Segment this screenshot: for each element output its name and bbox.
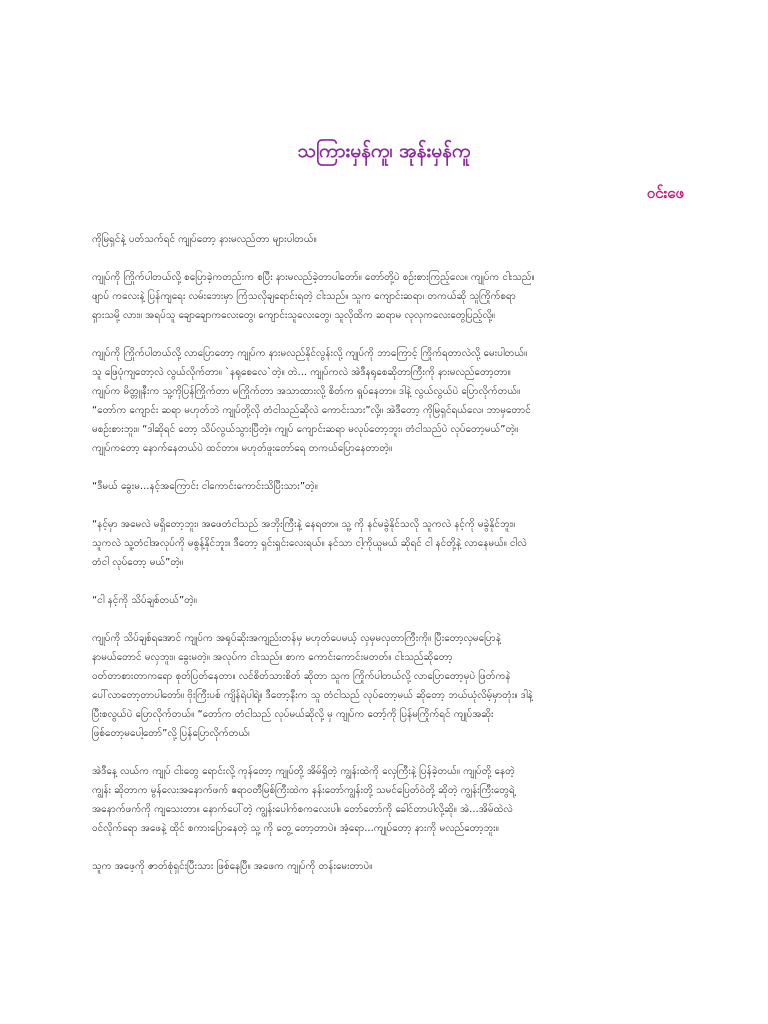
paragraph-line: ကျုပ်ကို ကြိုက်ပါတယ်လို့ လာပြောတော့ ကျုပ်က နားမလည်နိုင်လွန်းလို့ ကျုပ်ကို ဘာကြောင့် ကြိုက်ရတာလဲလို့ မေးပါတယ်။ <box>92 348 528 359</box>
paragraph-line: ကျုပ်ကတော့ နောက်နေတယ်ပဲ ထင်တာ။ မဟုတ်ဖူးတော်ရေ တကယ်ပြောနေတာတဲ့။ <box>92 443 393 454</box>
paragraph-line: ဖြစ်တော့မပေါ့တော်”လို့ ပြန်ပြောလိုက်တယ်၊ <box>92 728 250 739</box>
paragraph-line: တံငါ လုပ်တော့ မယ်”တဲ့။ <box>92 557 184 568</box>
paragraph <box>92 857 692 876</box>
paragraph-line: “နင့်မှာ အမေလဲ မရှိတော့ဘူး၊ အဖေတံငါသည် အဘိုးကြီးနဲ့ နေရတာ။ သူ့ ကို နင်မခွဲနိုင်သလို သူကလဲ နင့်ကို မခွဲနိုင်ဘူး။ <box>92 519 516 530</box>
paragraph-line: ရှားသမို့ လား။ အရပ်သူ ချောချောကလေးတွေ၊ ကျောင်းသူလေးတွေ၊ သူလိုထိက ဆရာမ လုလုကလေးတွေပြည့်လို့။ <box>92 310 495 321</box>
paragraph <box>92 268 692 325</box>
paragraph-line: ကျုပ်ကို ကြိုက်ပါတယ်လို့ စပြောခဲ့ကတည်းက စပြီး နားမလည်ခဲ့တာပါတော်။ တော်တို့ပဲ စဉ်းစားကြည့်လေ။ ကျုပ်က ငါးသည်။ <box>92 272 535 283</box>
paragraph-line: ကျွန်း ဆိုတာက မွန်လေးအနောက်ဖက် ဧရာဝတီမြစ်ကြီးထဲက နန်းတော်ကျွန်းတို့ သမင်ပြေတ်ဝဲတို့ ဆိုတဲ့ ကျွန်းကြီးတွေရဲ့ <box>92 785 515 796</box>
paragraph <box>92 762 692 838</box>
paragraph <box>92 230 692 249</box>
paragraph-line: သူ ဖြေပုံကျတော့လဲ လွယ်လိုက်တာ။ `နရုစေလေ`တဲ့။ တဲ... ကျုပ်ကလဲ အဲဒီနရုစေဆိုတာကြီးကို နားမလည်တော့တာ။ <box>92 367 511 378</box>
paragraph-line: ကိုမြရှင်နဲ့ ပတ်သက်ရင် ကျုပ်တော့ နားမလည်တာ များပါတယ်။ <box>92 234 317 245</box>
paragraph-line: ပေါ်လာတော့တာပါတော်။ ဗိုးကြီးပစ် ကျိန်ရဲပါရဲ့။ ဒီတော့နီးက သူ တံငါသည် လုပ်တော့မယ် ဆိုတော့ ဘယ်ယုံလိမ့်မှာတုံး။ ဒါနဲ့ <box>92 690 533 701</box>
paragraph <box>92 629 692 743</box>
paragraph <box>92 344 692 458</box>
paragraph-line: မစဉ်းစားဘူး။ “ဒါဆိုရင် တော့ သိပ်လွယ်သွားပြီတဲ့။ ကျုပ် ကျောင်းဆရာ မလုပ်တော့ဘူး၊ တံငါသည်ပဲ လုပ်တော့မယ်”တဲ့။ <box>92 424 519 435</box>
paragraph-line: ဝင်လိုက်ရော အဖေနဲ့ ထိုင် စကားပြောနေတဲ့ သူ့ ကို တွေ့ တော့တာပဲ။ အံ့ရော...ကျုပ်တော့ နားကို မလည်တော့ဘူး။ <box>92 823 499 834</box>
paragraph-line: သူကလဲ သူ့တံငါအလုပ်ကို မစွန့်နိုင်ဘူး။ ဒီတော့ ရှင်းရှင်းလေးရယ်။ နင်သာ ငါ့ကိုယူမယ် ဆိုရင် ငါ နင်တို့နဲ့ လာနေမယ်။ ငါလဲ <box>92 538 527 549</box>
author-name: ဝင်းဖေ <box>646 184 684 202</box>
story-body <box>92 230 692 895</box>
paragraph-line: ပြီးစလွယ်ပဲ ပြောလိုက်တယ်။ “တော်က တံငါသည် လုပ်မယ်ဆိုလို့ မှ ကျုပ်က တော့်ကို ပြန်မကြိုက်ရင် ကျုပ်အဆိုး <box>92 709 494 720</box>
paragraph <box>92 477 692 496</box>
paragraph-line: အနောက်ဖက်ကို ကျသေးတာ။ နောက်ပေါ်တဲ့ ကျွန်းပေါက်စကလေးပါ။ တော်တော်ကို ခေါင်တာပါလို့ဆို။ အဲ...အိမ်ထဲလဲ <box>92 804 513 815</box>
paragraph-line: အဲဒီနေ့ လယ်က ကျုပ် ငါးတွေ ရောင်းလို့ ကုန်တော့ ကျုပ်တို့ အိမ်ရှိတဲ့ ကျွန်းထဲကို လှေကြီးနဲ့ ပြန်ခဲ့တယ်။ ကျုပ်တို့ နေတဲ့ <box>92 766 515 777</box>
story-title: သကြားမှန်ကူ၊ အုန်းမှန်ကူ <box>297 140 471 162</box>
paragraph-line: ကျုပ်ကို သိပ်ချစ်ရအောင် ကျုပ်က အရုပ်ဆိုးအကျည်းတန်မှ မဟုတ်ပေမယ့် လှမှမလှတာကြီးကို။ ပြီးတော့လှမပြောနဲ့ <box>92 633 501 644</box>
paragraph <box>92 591 692 610</box>
paragraph-line: ကျုပ်က မိတ္တူနီးက သူ့ကိုပြန်ကြိုက်တာ မကြိုက်တာ အသာထားလို့ စိတ်က ရှုပ်နေတာ။ ဒါနဲ့ လွယ်လွယ်ပဲ ပြောလိုက်တယ်။ <box>92 386 521 397</box>
paragraph-line: “ဒီမယ် ခွေးမ...နင့်အကြောင်း ငါကောင်းကောင်းသိပြီးသား”တဲ့။ <box>92 481 318 492</box>
paragraph-line: ဖျာပ် ကလေးနဲ့ ပြန်ကျရေး လမ်းဘေးမှာ ကြံသလိုချရောင်းရတဲ့ ငါးသည်။ သူက ကျောင်းဆရာ၊ တကယ်ဆို သူကြိုက်စရာ <box>92 291 516 302</box>
paragraph-line: “ငါ နင့်ကို သိပ်ချစ်တယ်”တဲ့။ <box>92 595 197 606</box>
paragraph-line: “တော်က ကျောင်း ဆရာ မဟုတ်ဘဲ ကျုပ်တို့လို တံငါသည်ဆိုလဲ ကောင်းသား”လို့။ အဲဒီတော့ ကိုမြရှင်ရယ်လေ၊ ဘာမှတောင် <box>92 405 531 416</box>
paragraph-line: ဝတ်တာစားတာကရော စုတ်ပြတ်နေတာ။ လင်စိတ်သားစိတ် ဆိုတာ သူက ကြိုက်ပါတယ်လို့ လာပြောတော့မှပဲ ဖြတ်ကနဲ <box>92 671 511 682</box>
paragraph-line: သူက အဖေ့ကို ဇာတ်စုံရှင်းပြီးသား ဖြစ်နေပြီ။ အဖေက ကျုပ်ကို တန်းမေးတာပဲ။ <box>92 861 373 872</box>
paragraph-line: နာမယ်တောင် မလှဘူး။ ခွေးမတဲ့။ အလုပ်က ငါးသည်။ စာက ကောင်းကောင်းမတတ်။ ငါးသည်ဆိုတော့ <box>92 652 453 663</box>
paragraph <box>92 515 692 572</box>
